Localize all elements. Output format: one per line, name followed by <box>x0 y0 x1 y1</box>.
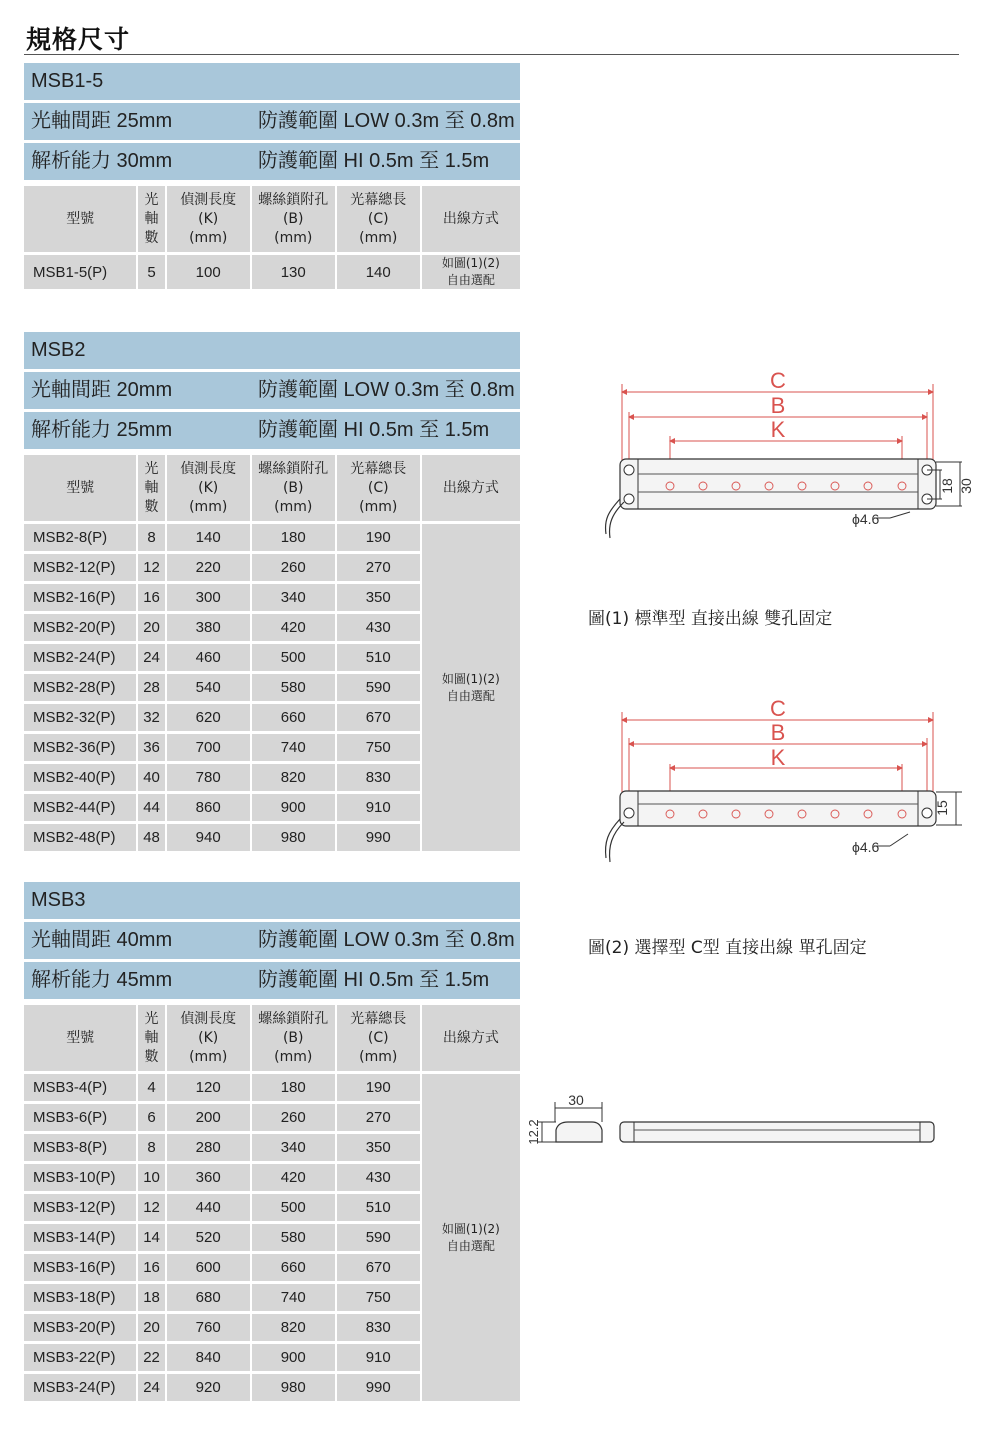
cell-k: 760 <box>167 1314 250 1341</box>
cell-axis-count: 24 <box>138 1374 164 1401</box>
cell-model: MSB2-44(P) <box>24 794 136 821</box>
section-title <box>24 63 520 103</box>
cell-k: 120 <box>167 1074 250 1101</box>
cell-b: 740 <box>252 734 335 761</box>
cell-b: 740 <box>252 1284 335 1311</box>
cell-model: MSB1-5(P) <box>24 255 136 289</box>
fig2-label-c: C <box>770 696 786 721</box>
cell-model: MSB2-20(P) <box>24 614 136 641</box>
cell-b: 180 <box>252 524 335 551</box>
table-row <box>24 524 520 551</box>
cell-b: 580 <box>252 1224 335 1251</box>
cell-c: 510 <box>337 644 420 671</box>
cell-k: 360 <box>167 1164 250 1191</box>
cell-model: MSB3-4(P) <box>24 1074 136 1101</box>
fig1-dim-30: 30 <box>958 478 974 494</box>
section-spec-row-1 <box>24 372 520 412</box>
cell-model: MSB2-36(P) <box>24 734 136 761</box>
header-axis-count: 光 軸 數 <box>138 455 164 521</box>
axis-pitch: 光軸間距 20mm <box>31 379 173 401</box>
cell-model: MSB3-24(P) <box>24 1374 136 1401</box>
cell-k: 140 <box>167 524 250 551</box>
cell-b: 130 <box>252 255 335 289</box>
cell-model: MSB2-24(P) <box>24 644 136 671</box>
figure-2-caption: 圖(2) 選擇型 C型 直接出線 單孔固定 <box>588 938 867 958</box>
fig2-label-k: K <box>770 745 786 770</box>
cell-c: 350 <box>337 584 420 611</box>
cell-model: MSB2-16(P) <box>24 584 136 611</box>
cell-model: MSB3-16(P) <box>24 1254 136 1281</box>
range-high: 防護範圍 HI 0.5m 至 1.5m <box>258 419 490 441</box>
cell-k: 440 <box>167 1194 250 1221</box>
cell-model: MSB2-8(P) <box>24 524 136 551</box>
resolution: 解析能力 30mm <box>31 150 173 172</box>
axis-pitch: 光軸間距 40mm <box>31 929 173 951</box>
section-spec-row-2 <box>24 143 520 183</box>
range-low: 防護範圍 LOW 0.3m 至 0.8m <box>258 379 515 401</box>
cell-b: 420 <box>252 1164 335 1191</box>
cell-b: 980 <box>252 824 335 851</box>
section-spec-row-2 <box>24 962 520 1002</box>
section-spec-row-1 <box>24 103 520 143</box>
table-header-row <box>24 186 520 252</box>
spec-table <box>22 452 522 854</box>
section-spec-row-1 <box>24 922 520 962</box>
figure-2-drawing <box>590 694 980 874</box>
profile-height-label: 12.2 <box>526 1119 541 1145</box>
cell-k: 280 <box>167 1134 250 1161</box>
header-c: 光幕總長 (C) (mm) <box>337 1005 420 1071</box>
cell-axis-count: 28 <box>138 674 164 701</box>
cell-model: MSB3-22(P) <box>24 1344 136 1371</box>
cell-k: 520 <box>167 1224 250 1251</box>
section-name: MSB1-5 <box>31 70 104 92</box>
cell-b: 340 <box>252 1134 335 1161</box>
cell-axis-count: 20 <box>138 1314 164 1341</box>
cell-axis-count: 8 <box>138 524 164 551</box>
header-output: 出線方式 <box>422 1005 520 1071</box>
cell-b: 580 <box>252 674 335 701</box>
cell-model: MSB3-14(P) <box>24 1224 136 1251</box>
cell-b: 900 <box>252 794 335 821</box>
cell-b: 820 <box>252 1314 335 1341</box>
cell-model: MSB2-12(P) <box>24 554 136 581</box>
header-k: 偵測長度 (K) (mm) <box>167 186 250 252</box>
cell-b: 340 <box>252 584 335 611</box>
header-model: 型號 <box>24 1005 136 1071</box>
resolution: 解析能力 25mm <box>31 419 173 441</box>
cell-c: 830 <box>337 764 420 791</box>
cell-c: 270 <box>337 554 420 581</box>
table-row <box>24 1074 520 1101</box>
profile-drawing <box>528 1090 948 1160</box>
cell-axis-count: 12 <box>138 554 164 581</box>
cell-axis-count: 40 <box>138 764 164 791</box>
header-axis-count: 光 軸 數 <box>138 1005 164 1071</box>
cell-c: 350 <box>337 1134 420 1161</box>
fig2-dim-15: 15 <box>934 800 950 816</box>
section-title <box>24 332 520 372</box>
fig1-label-c: C <box>770 368 786 393</box>
cell-k: 540 <box>167 674 250 701</box>
cell-axis-count: 8 <box>138 1134 164 1161</box>
profile-width-label: 30 <box>568 1092 584 1108</box>
cell-model: MSB3-6(P) <box>24 1104 136 1131</box>
cell-c: 430 <box>337 1164 420 1191</box>
cell-output: 如圖(1)(2) 自由選配 <box>422 1074 520 1401</box>
cell-axis-count: 18 <box>138 1284 164 1311</box>
cell-k: 100 <box>167 255 250 289</box>
header-b: 螺絲鎖附孔 (B) (mm) <box>252 455 335 521</box>
cell-axis-count: 14 <box>138 1224 164 1251</box>
cell-b: 820 <box>252 764 335 791</box>
cell-model: MSB2-40(P) <box>24 764 136 791</box>
header-k: 偵測長度 (K) (mm) <box>167 1005 250 1071</box>
cell-b: 660 <box>252 704 335 731</box>
cell-c: 510 <box>337 1194 420 1221</box>
cell-axis-count: 4 <box>138 1074 164 1101</box>
cell-output: 如圖(1)(2) 自由選配 <box>422 255 520 289</box>
cell-axis-count: 24 <box>138 644 164 671</box>
range-high: 防護範圍 HI 0.5m 至 1.5m <box>258 969 490 991</box>
cell-b: 260 <box>252 1104 335 1131</box>
cell-axis-count: 32 <box>138 704 164 731</box>
figure-1-caption: 圖(1) 標準型 直接出線 雙孔固定 <box>588 609 833 629</box>
cell-c: 910 <box>337 794 420 821</box>
cell-c: 990 <box>337 1374 420 1401</box>
cell-c: 910 <box>337 1344 420 1371</box>
range-high: 防護範圍 HI 0.5m 至 1.5m <box>258 150 490 172</box>
header-axis-count: 光 軸 數 <box>138 186 164 252</box>
cell-model: MSB3-20(P) <box>24 1314 136 1341</box>
cell-axis-count: 10 <box>138 1164 164 1191</box>
cell-c: 430 <box>337 614 420 641</box>
cell-k: 680 <box>167 1284 250 1311</box>
cell-c: 670 <box>337 704 420 731</box>
cell-axis-count: 5 <box>138 255 164 289</box>
range-low: 防護範圍 LOW 0.3m 至 0.8m <box>258 929 515 951</box>
cell-c: 190 <box>337 524 420 551</box>
header-b: 螺絲鎖附孔 (B) (mm) <box>252 186 335 252</box>
header-k: 偵測長度 (K) (mm) <box>167 455 250 521</box>
fig1-hole-label: ϕ4.6 <box>852 511 880 527</box>
header-model: 型號 <box>24 186 136 252</box>
section-title <box>24 882 520 922</box>
cell-b: 500 <box>252 1194 335 1221</box>
cell-b: 660 <box>252 1254 335 1281</box>
cell-c: 190 <box>337 1074 420 1101</box>
cell-c: 270 <box>337 1104 420 1131</box>
cell-k: 700 <box>167 734 250 761</box>
cell-c: 590 <box>337 674 420 701</box>
cell-axis-count: 16 <box>138 584 164 611</box>
cell-k: 300 <box>167 584 250 611</box>
header-output: 出線方式 <box>422 186 520 252</box>
fig1-label-k: K <box>770 417 786 442</box>
header-c: 光幕總長 (C) (mm) <box>337 455 420 521</box>
table-header-row <box>24 455 520 521</box>
cell-c: 990 <box>337 824 420 851</box>
figure-1-drawing <box>590 362 980 552</box>
header-model: 型號 <box>24 455 136 521</box>
cell-b: 180 <box>252 1074 335 1101</box>
table-row <box>24 255 520 289</box>
cell-b: 980 <box>252 1374 335 1401</box>
title-divider <box>24 54 959 55</box>
cell-axis-count: 16 <box>138 1254 164 1281</box>
section-name: MSB3 <box>31 889 86 911</box>
cell-c: 830 <box>337 1314 420 1341</box>
table-header-row <box>24 1005 520 1071</box>
axis-pitch: 光軸間距 25mm <box>31 110 173 132</box>
cell-axis-count: 44 <box>138 794 164 821</box>
cell-model: MSB2-28(P) <box>24 674 136 701</box>
cell-axis-count: 48 <box>138 824 164 851</box>
cell-axis-count: 20 <box>138 614 164 641</box>
page-title: 規格尺寸 <box>26 25 131 54</box>
cell-b: 900 <box>252 1344 335 1371</box>
cell-model: MSB3-12(P) <box>24 1194 136 1221</box>
cell-c: 750 <box>337 1284 420 1311</box>
cell-model: MSB2-32(P) <box>24 704 136 731</box>
cell-c: 140 <box>337 255 420 289</box>
cell-k: 860 <box>167 794 250 821</box>
cell-b: 500 <box>252 644 335 671</box>
section-msb2 <box>24 332 520 854</box>
header-b: 螺絲鎖附孔 (B) (mm) <box>252 1005 335 1071</box>
spec-table <box>22 1002 522 1404</box>
cell-axis-count: 6 <box>138 1104 164 1131</box>
cell-b: 260 <box>252 554 335 581</box>
fig1-label-b: B <box>770 393 786 418</box>
section-name: MSB2 <box>31 339 86 361</box>
cell-model: MSB3-10(P) <box>24 1164 136 1191</box>
cell-k: 920 <box>167 1374 250 1401</box>
cell-k: 620 <box>167 704 250 731</box>
section-msb1-5 <box>24 63 520 292</box>
cell-model: MSB3-8(P) <box>24 1134 136 1161</box>
cell-b: 420 <box>252 614 335 641</box>
cell-k: 380 <box>167 614 250 641</box>
cell-k: 600 <box>167 1254 250 1281</box>
cell-k: 940 <box>167 824 250 851</box>
spec-table <box>22 183 522 292</box>
fig2-label-b: B <box>770 720 786 745</box>
cell-k: 460 <box>167 644 250 671</box>
cell-axis-count: 12 <box>138 1194 164 1221</box>
cell-k: 220 <box>167 554 250 581</box>
section-spec-row-2 <box>24 412 520 452</box>
cell-k: 840 <box>167 1344 250 1371</box>
cell-axis-count: 22 <box>138 1344 164 1371</box>
cell-k: 780 <box>167 764 250 791</box>
cell-model: MSB3-18(P) <box>24 1284 136 1311</box>
range-low: 防護範圍 LOW 0.3m 至 0.8m <box>258 110 515 132</box>
cell-model: MSB2-48(P) <box>24 824 136 851</box>
header-c: 光幕總長 (C) (mm) <box>337 186 420 252</box>
resolution: 解析能力 45mm <box>31 969 173 991</box>
cell-k: 200 <box>167 1104 250 1131</box>
section-msb3 <box>24 882 520 1404</box>
cell-c: 670 <box>337 1254 420 1281</box>
fig2-hole-label: ϕ4.6 <box>852 839 880 855</box>
cell-c: 590 <box>337 1224 420 1251</box>
cell-output: 如圖(1)(2) 自由選配 <box>422 524 520 851</box>
header-output: 出線方式 <box>422 455 520 521</box>
cell-axis-count: 36 <box>138 734 164 761</box>
cell-c: 750 <box>337 734 420 761</box>
fig1-dim-18: 18 <box>939 478 955 494</box>
